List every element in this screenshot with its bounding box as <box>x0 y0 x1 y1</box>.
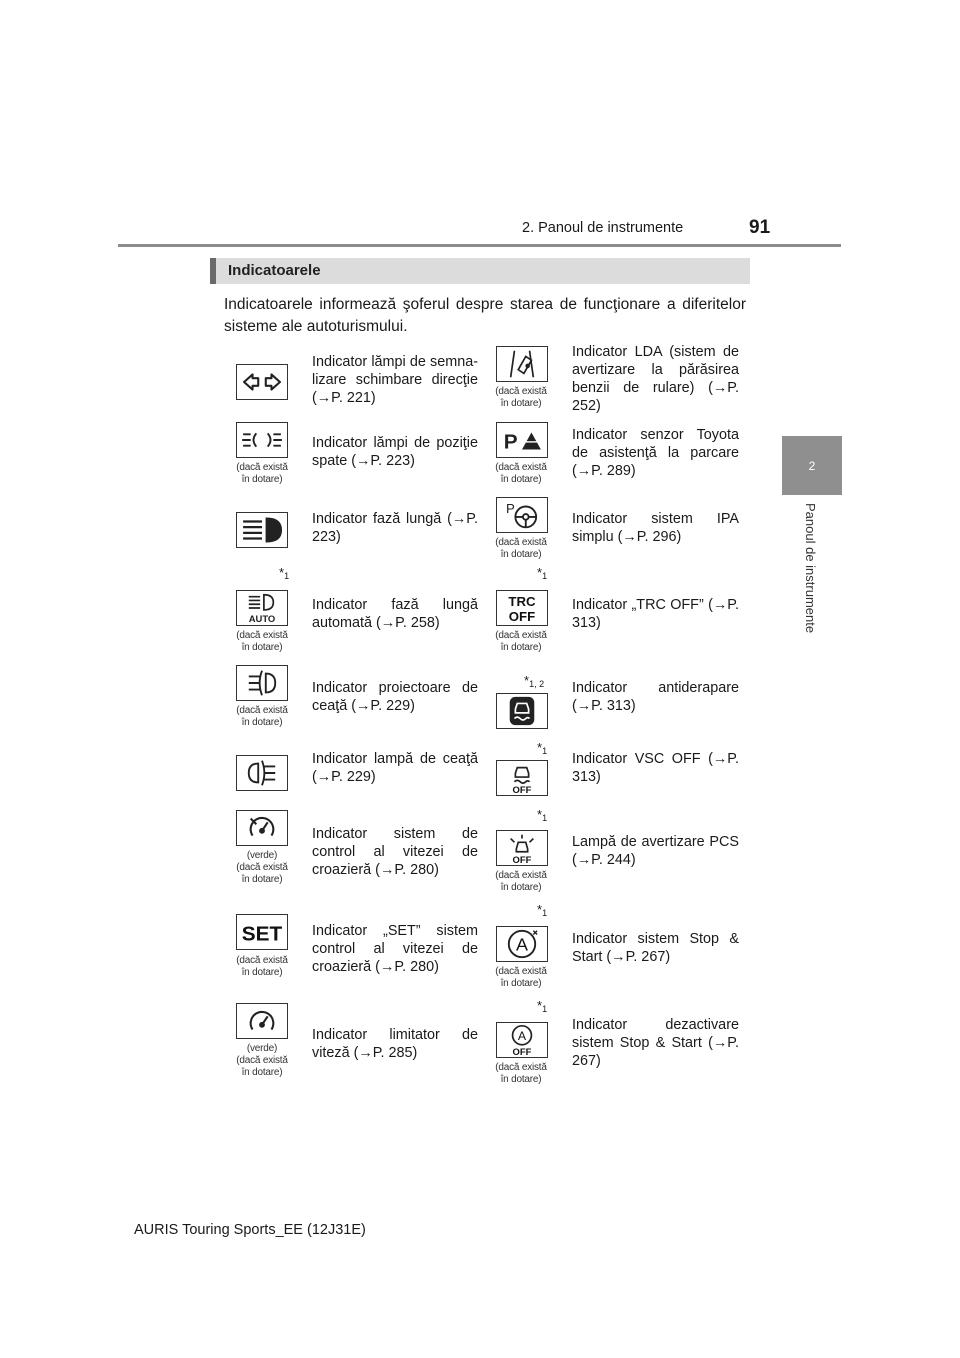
cruise-control-icon <box>236 810 288 846</box>
position-lights-icon <box>236 422 288 458</box>
front-fog-icon <box>236 665 288 701</box>
item-description: Indicator „SET” sistem control al vitezei de croazieră (→P. 280) <box>312 923 478 975</box>
stop-start-off-icon <box>496 1022 548 1058</box>
item-description: Indicator fază lungă automată (→P. 258) <box>312 597 478 631</box>
slip-icon <box>496 693 548 729</box>
rear-fog-icon <box>236 755 288 791</box>
item-description: Indicator lampă de ceaţă (→P. 229) <box>312 751 478 785</box>
parking-p-label: P <box>503 430 518 454</box>
page-number: 91 <box>749 217 771 238</box>
set-label: SET <box>241 922 283 946</box>
item-description: Indicator „TRC OFF” (→P. 313) <box>572 597 739 631</box>
stop-start-off-a-label: A <box>517 1029 527 1043</box>
vsc-off-icon <box>496 760 548 796</box>
equipment-note: (dacă există în dotare) <box>236 705 288 728</box>
equipment-note: (dacă există în dotare) <box>236 630 288 653</box>
footer-model: AURIS Touring Sports_EE (12J31E) <box>134 1222 366 1238</box>
stop-start-icon <box>496 926 548 962</box>
item-description: Indicator limitator de viteză (→P. 285) <box>312 1027 478 1061</box>
item-description: Indicator sistem IPA simplu (→P. 296) <box>572 511 739 545</box>
footnote-mark: $*_1$ <box>537 565 548 581</box>
equipment-note: (verde) (dacă există în dotare) <box>236 1043 288 1078</box>
equipment-note: (verde) (dacă există în dotare) <box>236 850 288 885</box>
intro-paragraph: Indicatoarele informează şoferul despre starea de funcţionare a diferitelor sisteme ale autoturismului. <box>224 296 746 335</box>
equipment-note: (dacă există în dotare) <box>236 462 288 485</box>
item-description: Indicator proiectoare de ceaţă (→P. 229) <box>312 680 478 714</box>
equipment-note: (dacă există în dotare) <box>495 537 547 560</box>
footnote-mark: $*_1$ <box>537 807 548 823</box>
vsc-off-label: OFF <box>512 785 532 795</box>
item-description: Indicator VSC OFF (→P. 313) <box>572 751 739 785</box>
section-heading-bar <box>210 258 750 284</box>
trc-off-icon <box>496 590 548 626</box>
chapter-tab <box>782 436 842 495</box>
pcs-off-label: OFF <box>512 855 532 865</box>
footnote-mark: $*_1$ <box>279 565 290 581</box>
high-beam-icon <box>236 512 288 548</box>
equipment-note: (dacă există în dotare) <box>495 870 547 893</box>
equipment-note: (dacă există în dotare) <box>495 1062 547 1085</box>
auto-high-beam-icon <box>236 590 288 626</box>
header-rule <box>118 244 841 247</box>
ipa-p-label: P <box>505 501 515 517</box>
ipa-icon <box>496 497 548 533</box>
set-icon <box>236 914 288 950</box>
stop-start-a-label: A <box>516 934 528 955</box>
trc-off-label: OFF <box>508 609 536 625</box>
item-description: Indicator lămpi de semna-lizare schimbare direcţie (→P. 221) <box>312 354 478 406</box>
auto-label: AUTO <box>248 614 276 625</box>
turn-signal-icon <box>236 364 288 400</box>
item-description: Indicator sistem de control al vitezei de croazieră (→P. 280) <box>312 826 478 878</box>
item-description: Indicator fază lungă (→P. 223) <box>312 511 478 545</box>
equipment-note: (dacă există în dotare) <box>495 386 547 409</box>
equipment-note: (dacă există în dotare) <box>495 966 547 989</box>
trc-label: TRC <box>508 594 536 610</box>
parking-sensor-icon <box>496 422 548 458</box>
header-section-title: 2. Panoul de instrumente <box>522 220 684 236</box>
item-description: Lampă de avertizare PCS (→P. 244) <box>572 834 739 868</box>
item-description: Indicator sistem Stop & Start (→P. 267) <box>572 931 739 965</box>
lda-icon <box>496 346 548 382</box>
stop-start-off-label: OFF <box>512 1047 532 1057</box>
footnote-mark: $*_1$ <box>537 998 548 1014</box>
item-description: Indicator dezactivare sistem Stop & Start (→P. 267) <box>572 1017 739 1069</box>
speed-limiter-icon <box>236 1003 288 1039</box>
section-title: Indicatoarele <box>228 262 321 279</box>
equipment-note: (dacă există în dotare) <box>236 955 288 978</box>
chapter-number: 2 <box>808 458 816 473</box>
equipment-note: (dacă există în dotare) <box>495 630 547 653</box>
equipment-note: (dacă există în dotare) <box>495 462 547 485</box>
chapter-label: Panoul de instrumente <box>803 503 818 634</box>
footnote-mark: $*_1$ <box>537 902 548 918</box>
footnote-mark: $*_{1, 2}$ <box>524 673 545 689</box>
item-description: Indicator LDA (sistem de avertizare la părăsirea benzii de rulare) (→P. 252) <box>572 344 739 414</box>
item-description: Indicator lămpi de poziţie spate (→P. 223) <box>312 435 478 469</box>
item-description: Indicator antiderapare (→P. 313) <box>572 680 739 714</box>
pcs-warning-icon <box>496 830 548 866</box>
item-description: Indicator senzor Toyota de asistenţă la parcare (→P. 289) <box>572 427 739 479</box>
footnote-mark: $*_1$ <box>537 740 548 756</box>
